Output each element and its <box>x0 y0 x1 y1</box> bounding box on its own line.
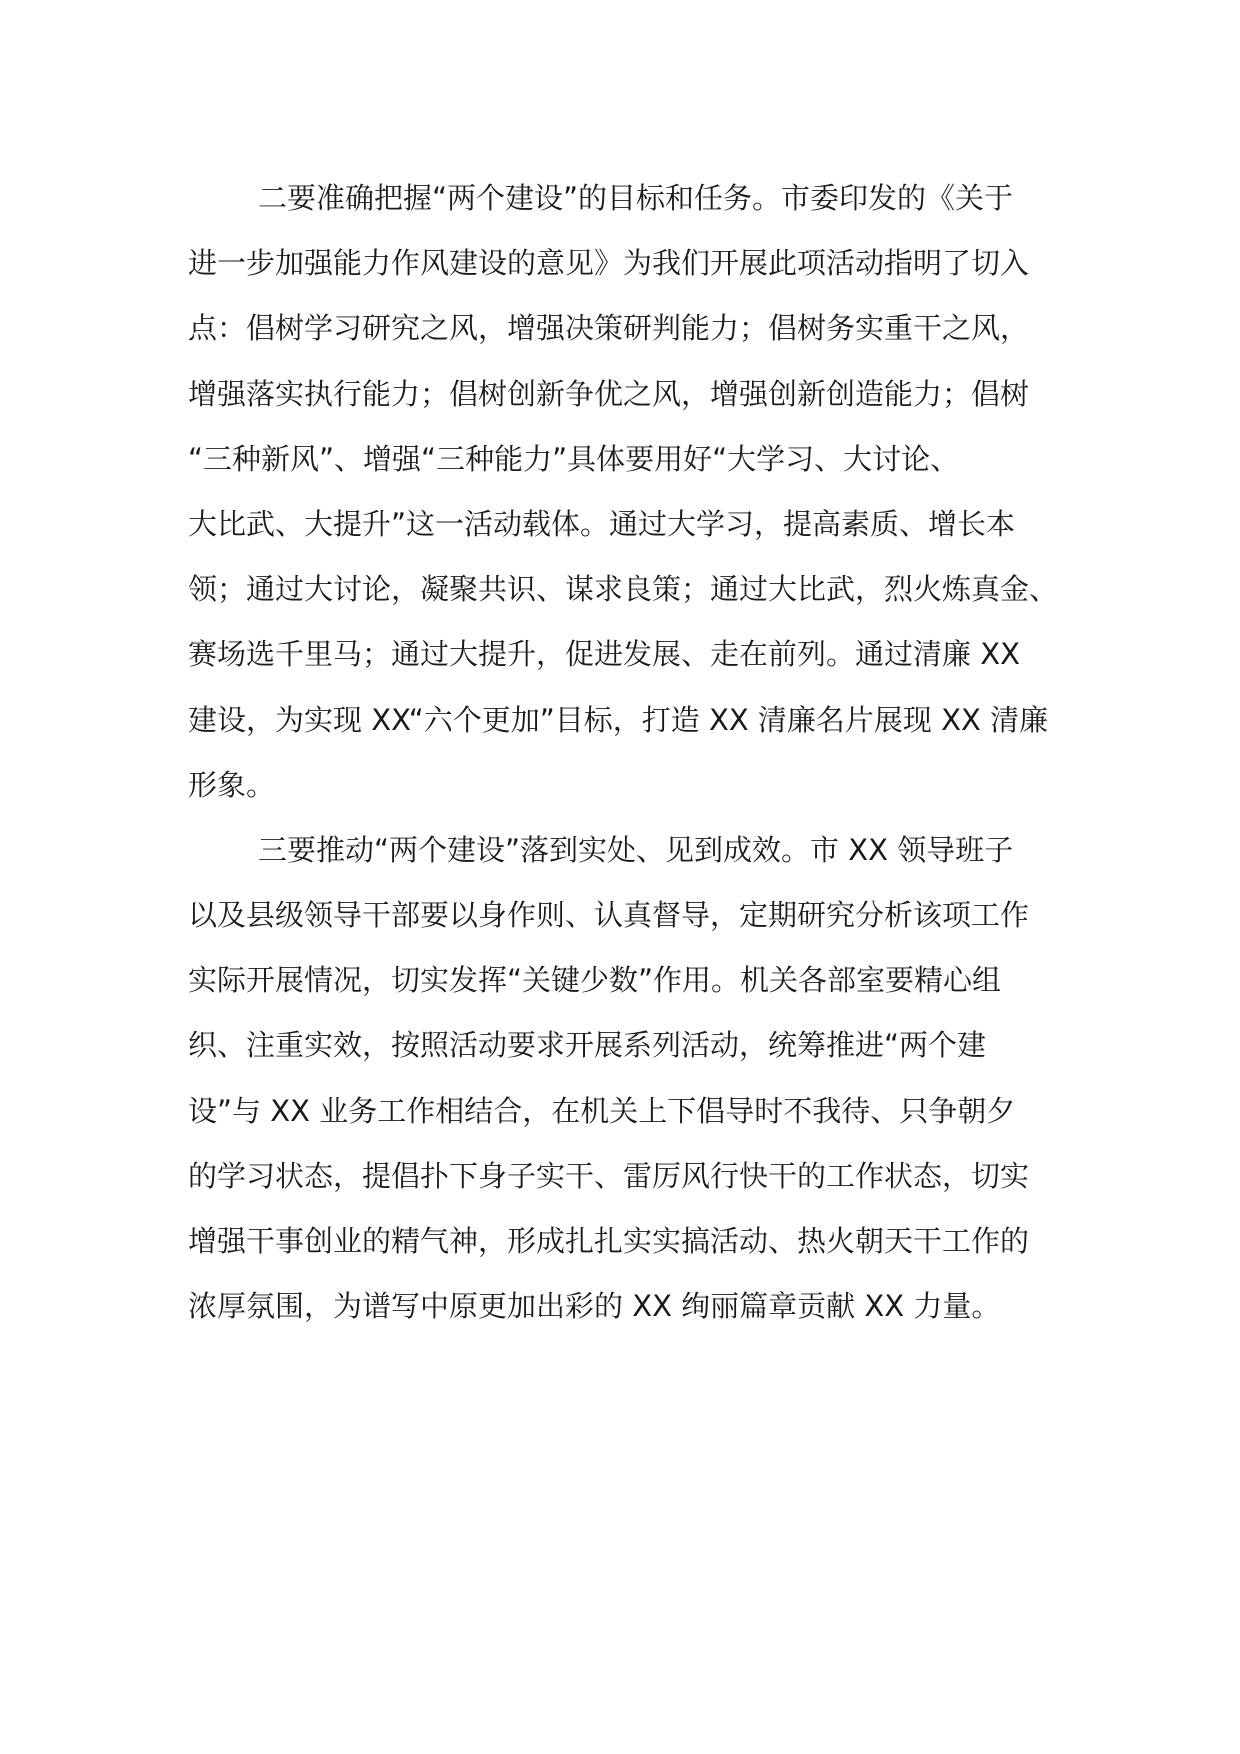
paragraph-line: 赛场选千里马；通过大提升，促进发展、走在前列。通过清廉 XX <box>188 637 1020 672</box>
paragraph-line: 设”与 XX 业务工作相结合，在机关上下倡导时不我待、只争朝夕 <box>188 1093 1016 1128</box>
paragraph-line: 浓厚氛围，为谱写中原更加出彩的 XX 绚丽篇章贡献 XX 力量。 <box>188 1289 1001 1324</box>
paragraph-line: 的学习状态，提倡扑下身子实干、雷厉风行快干的工作状态，切实 <box>188 1158 1030 1193</box>
paragraph-line: 三要推动“两个建设”落到实处、见到成效。市 XX 领导班子 <box>258 832 1014 867</box>
paragraph-line: 增强干事创业的精气神，形成扎扎实实搞活动、热火朝天干工作的 <box>188 1224 1030 1258</box>
paragraph-line: 领；通过大讨论，凝聚共识、谋求良策；通过大比武，烈火炼真金、 <box>188 572 1059 607</box>
document-body <box>188 166 1068 1339</box>
paragraph-line: 形象。 <box>188 767 276 802</box>
paragraph-line: “三种新风”、增强“三种能力”具体要用好“大学习、大讨论、 <box>188 441 960 476</box>
paragraph-line: 以及县级领导干部要以身作则、认真督导，定期研究分析该项工作 <box>188 898 1030 933</box>
paragraph-line: 二要准确把握“两个建设”的目标和任务。市委印发的《关于 <box>258 181 1014 215</box>
paragraph-line: 增强落实执行能力；倡树创新争优之风，增强创新创造能力；倡树 <box>188 376 1030 411</box>
paragraph-line: 点：倡树学习研究之风，增强决策研判能力；倡树务实重干之风， <box>188 311 1030 346</box>
paragraph-line: 进一步加强能力作风建设的意见》为我们开展此项活动指明了切入 <box>188 246 1030 281</box>
paragraph-three <box>188 818 1068 1340</box>
paragraph-two <box>188 166 1068 818</box>
paragraph-line: 织、注重实效，按照活动要求开展系列活动，统筹推进“两个建 <box>188 1028 987 1063</box>
paragraph-line: 建设，为实现 XX“六个更加”目标，打造 XX 清廉名片展现 XX 清廉 <box>188 702 1049 737</box>
paragraph-line: 大比武、大提升”这一活动载体。通过大学习，提高素质、增长本 <box>188 506 1016 541</box>
paragraph-line: 实际开展情况，切实发挥“关键少数”作用。机关各部室要精心组 <box>188 963 1002 998</box>
